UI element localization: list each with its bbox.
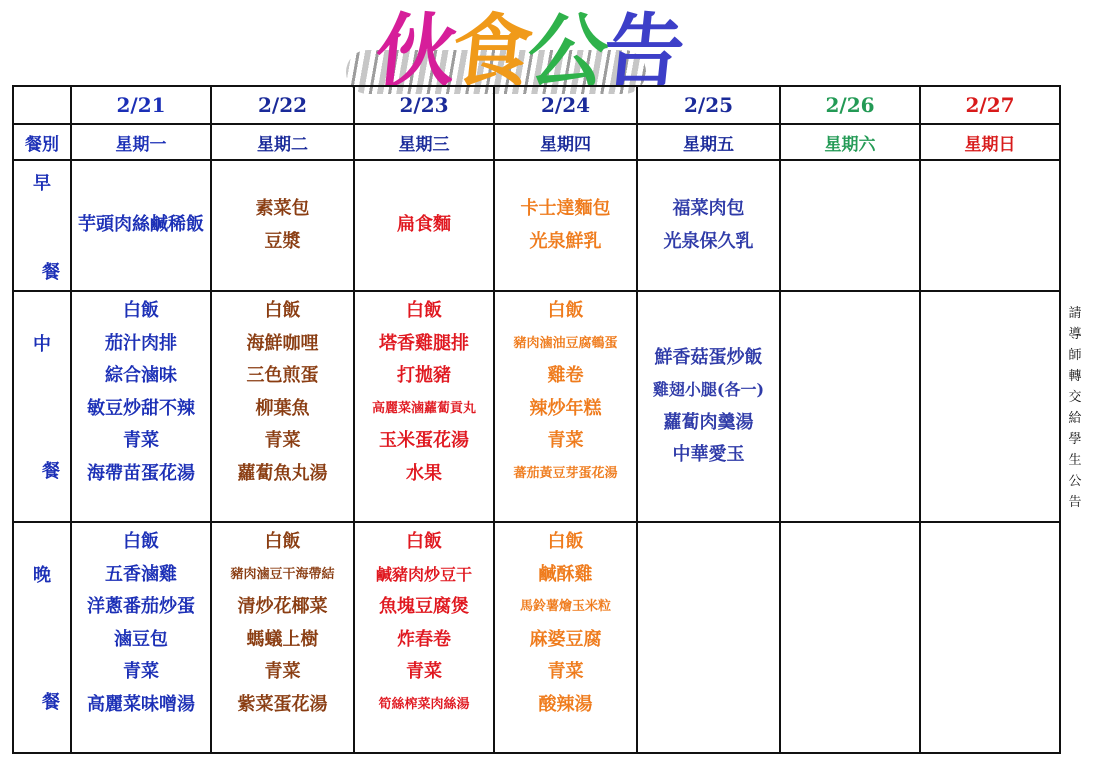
breakfast-tue-cell — [211, 160, 354, 291]
date-fri: 2/25 — [637, 86, 780, 124]
menu-item: 鹹豬肉炒豆干 — [375, 564, 472, 584]
lunch-thu-cell — [494, 291, 637, 522]
menu-item: 柳葉魚 — [255, 397, 310, 419]
lunch-items — [355, 295, 493, 490]
title-char: 伙 — [371, 5, 457, 98]
menu-item: 芋頭肉絲鹹稀飯 — [78, 214, 204, 236]
title-char: 食 — [447, 5, 533, 98]
menu-item: 清炒花椰菜 — [237, 596, 328, 617]
lunch-sat-cell — [780, 291, 920, 522]
dinner-label-bottom: 餐 — [42, 692, 60, 713]
meal-column-header: 餐別 — [13, 124, 71, 160]
side-note-char: 生 — [1068, 453, 1082, 468]
weekday-thu: 星期四 — [494, 124, 637, 160]
date-sun: 2/27 — [920, 86, 1060, 124]
date-wed: 2/23 — [354, 86, 494, 124]
breakfast-items — [355, 209, 493, 242]
date-sat: 2/26 — [780, 86, 920, 124]
menu-item: 白飯 — [264, 300, 301, 321]
side-note-char: 師 — [1068, 348, 1082, 363]
menu-item: 雞翅小腿(各一) — [652, 380, 765, 399]
side-note-char: 交 — [1068, 390, 1082, 405]
side-note-char: 公 — [1068, 474, 1082, 489]
corner-cell — [13, 86, 71, 124]
menu-item: 馬鈴薯燴玉米粒 — [519, 599, 611, 614]
menu-item: 高麗菜滷蘿蔔貢丸 — [371, 400, 476, 416]
dinner-fri-cell — [637, 522, 780, 753]
dinner-label-cell — [13, 522, 71, 753]
menu-item: 光泉保久乳 — [663, 230, 754, 252]
lunch-label-cell — [13, 291, 71, 522]
breakfast-label-top: 早 — [33, 173, 51, 194]
menu-item: 素菜包 — [255, 198, 310, 219]
weekday-sun: 星期日 — [920, 124, 1060, 160]
dinner-row — [13, 522, 1060, 753]
weekday-wed: 星期三 — [354, 124, 494, 160]
date-mon: 2/21 — [71, 86, 211, 124]
lunch-tue-cell — [211, 291, 354, 522]
menu-item: 白飯 — [264, 531, 301, 552]
menu-item: 打拋豬 — [397, 365, 451, 386]
date-row — [13, 86, 1060, 124]
menu-item: 蘿蔔魚丸湯 — [237, 462, 328, 484]
menu-item: 青菜 — [264, 430, 301, 451]
breakfast-label-cell — [13, 160, 71, 291]
side-note-char: 給 — [1068, 411, 1082, 426]
weekday-sat: 星期六 — [780, 124, 920, 160]
lunch-label-bottom: 餐 — [42, 461, 60, 482]
weekday-tue: 星期二 — [211, 124, 354, 160]
dinner-sun-cell — [920, 522, 1060, 753]
lunch-items — [495, 295, 636, 490]
menu-item: 福菜肉包 — [672, 198, 745, 219]
menu-item: 麻婆豆腐 — [529, 628, 602, 650]
menu-item: 鮮香菇蛋炒飯 — [654, 346, 763, 368]
menu-item: 筍絲榨菜肉絲湯 — [378, 696, 470, 712]
lunch-row — [13, 291, 1060, 522]
menu-item: 白飯 — [406, 531, 442, 552]
breakfast-fri-cell — [637, 160, 780, 291]
menu-item: 卡士達麵包 — [520, 198, 611, 219]
lunch-items — [212, 295, 353, 490]
menu-item: 塔香雞腿排 — [379, 332, 469, 354]
date-thu: 2/24 — [494, 86, 637, 124]
title-char: 公 — [523, 5, 609, 98]
breakfast-row — [13, 160, 1060, 291]
dinner-label-top: 晚 — [33, 565, 51, 586]
dinner-mon-cell — [71, 522, 211, 753]
menu-table — [12, 85, 1061, 754]
menu-item: 青菜 — [406, 661, 442, 682]
dinner-items — [495, 526, 636, 721]
dinner-tue-cell — [211, 522, 354, 753]
menu-item: 白飯 — [123, 300, 159, 321]
lunch-wed-cell — [354, 291, 494, 522]
breakfast-sat-cell — [780, 160, 920, 291]
menu-item: 敏豆炒甜不辣 — [87, 397, 195, 419]
breakfast-sun-cell — [920, 160, 1060, 291]
menu-item: 白飯 — [547, 300, 584, 321]
side-note-char: 學 — [1068, 432, 1082, 447]
menu-item: 螞蟻上樹 — [246, 628, 319, 650]
menu-item: 白飯 — [547, 531, 584, 552]
menu-item: 海鮮咖哩 — [246, 332, 319, 354]
menu-item: 光泉鮮乳 — [529, 230, 602, 252]
menu-item: 三色煎蛋 — [246, 365, 319, 386]
menu-item: 水果 — [406, 462, 442, 484]
menu-item: 炸春卷 — [397, 628, 451, 650]
menu-item: 紫菜蛋花湯 — [237, 693, 328, 715]
dinner-items — [355, 526, 493, 721]
weekday-fri: 星期五 — [637, 124, 780, 160]
lunch-items — [638, 342, 779, 472]
menu-item: 青菜 — [123, 430, 159, 451]
dinner-sat-cell — [780, 522, 920, 753]
menu-item: 魚塊豆腐煲 — [379, 596, 469, 617]
side-note-char: 告 — [1068, 495, 1082, 510]
menu-item: 酸辣湯 — [538, 693, 593, 715]
menu-item: 玉米蛋花湯 — [379, 430, 469, 451]
side-note-char: 導 — [1068, 327, 1082, 342]
menu-item: 白飯 — [123, 531, 159, 552]
lunch-mon-cell — [71, 291, 211, 522]
menu-item: 鹹酥雞 — [538, 563, 593, 585]
breakfast-items — [72, 209, 210, 242]
menu-item: 扁食麵 — [397, 214, 451, 236]
breakfast-items — [638, 193, 779, 258]
menu-item: 蕃茄黃豆芽蛋花湯 — [513, 465, 618, 481]
menu-item: 洋蔥番茄炒蛋 — [87, 596, 195, 617]
breakfast-thu-cell — [494, 160, 637, 291]
menu-item: 海帶苗蛋花湯 — [87, 462, 195, 484]
breakfast-items — [212, 193, 353, 258]
menu-item: 豬肉滷油豆腐鵪蛋 — [513, 335, 618, 351]
dinner-items — [72, 526, 210, 721]
menu-item: 青菜 — [264, 661, 301, 682]
side-note-char: 請 — [1068, 306, 1082, 321]
menu-item: 中華愛玉 — [672, 444, 745, 465]
side-note-char: 轉 — [1068, 369, 1082, 384]
dinner-thu-cell — [494, 522, 637, 753]
weekday-row — [13, 124, 1060, 160]
menu-item: 茄汁肉排 — [105, 332, 177, 354]
menu-item: 辣炒年糕 — [529, 397, 602, 419]
menu-item: 青菜 — [547, 430, 584, 451]
side-note-vertical — [1068, 303, 1082, 513]
menu-item: 白飯 — [406, 300, 442, 321]
menu-item: 青菜 — [123, 661, 159, 682]
breakfast-label-bottom: 餐 — [42, 262, 60, 283]
menu-item: 豬肉滷豆干海帶結 — [230, 566, 335, 582]
menu-item: 青菜 — [547, 661, 584, 682]
menu-item: 綜合滷味 — [105, 365, 177, 386]
lunch-fri-cell — [637, 291, 780, 522]
menu-item: 雞卷 — [547, 365, 584, 386]
lunch-items — [72, 295, 210, 490]
lunch-label-top: 中 — [33, 334, 51, 355]
menu-item: 豆漿 — [264, 230, 301, 252]
dinner-items — [212, 526, 353, 721]
weekday-mon: 星期一 — [71, 124, 211, 160]
menu-item: 高麗菜味噌湯 — [87, 693, 195, 715]
breakfast-items — [495, 193, 636, 258]
menu-item: 五香滷雞 — [105, 563, 177, 585]
date-tue: 2/22 — [211, 86, 354, 124]
dinner-wed-cell — [354, 522, 494, 753]
menu-item: 蘿蔔肉羹湯 — [663, 411, 754, 433]
title-char: 告 — [599, 5, 685, 98]
breakfast-mon-cell — [71, 160, 211, 291]
lunch-sun-cell — [920, 291, 1060, 522]
breakfast-wed-cell — [354, 160, 494, 291]
menu-item: 滷豆包 — [114, 628, 168, 650]
